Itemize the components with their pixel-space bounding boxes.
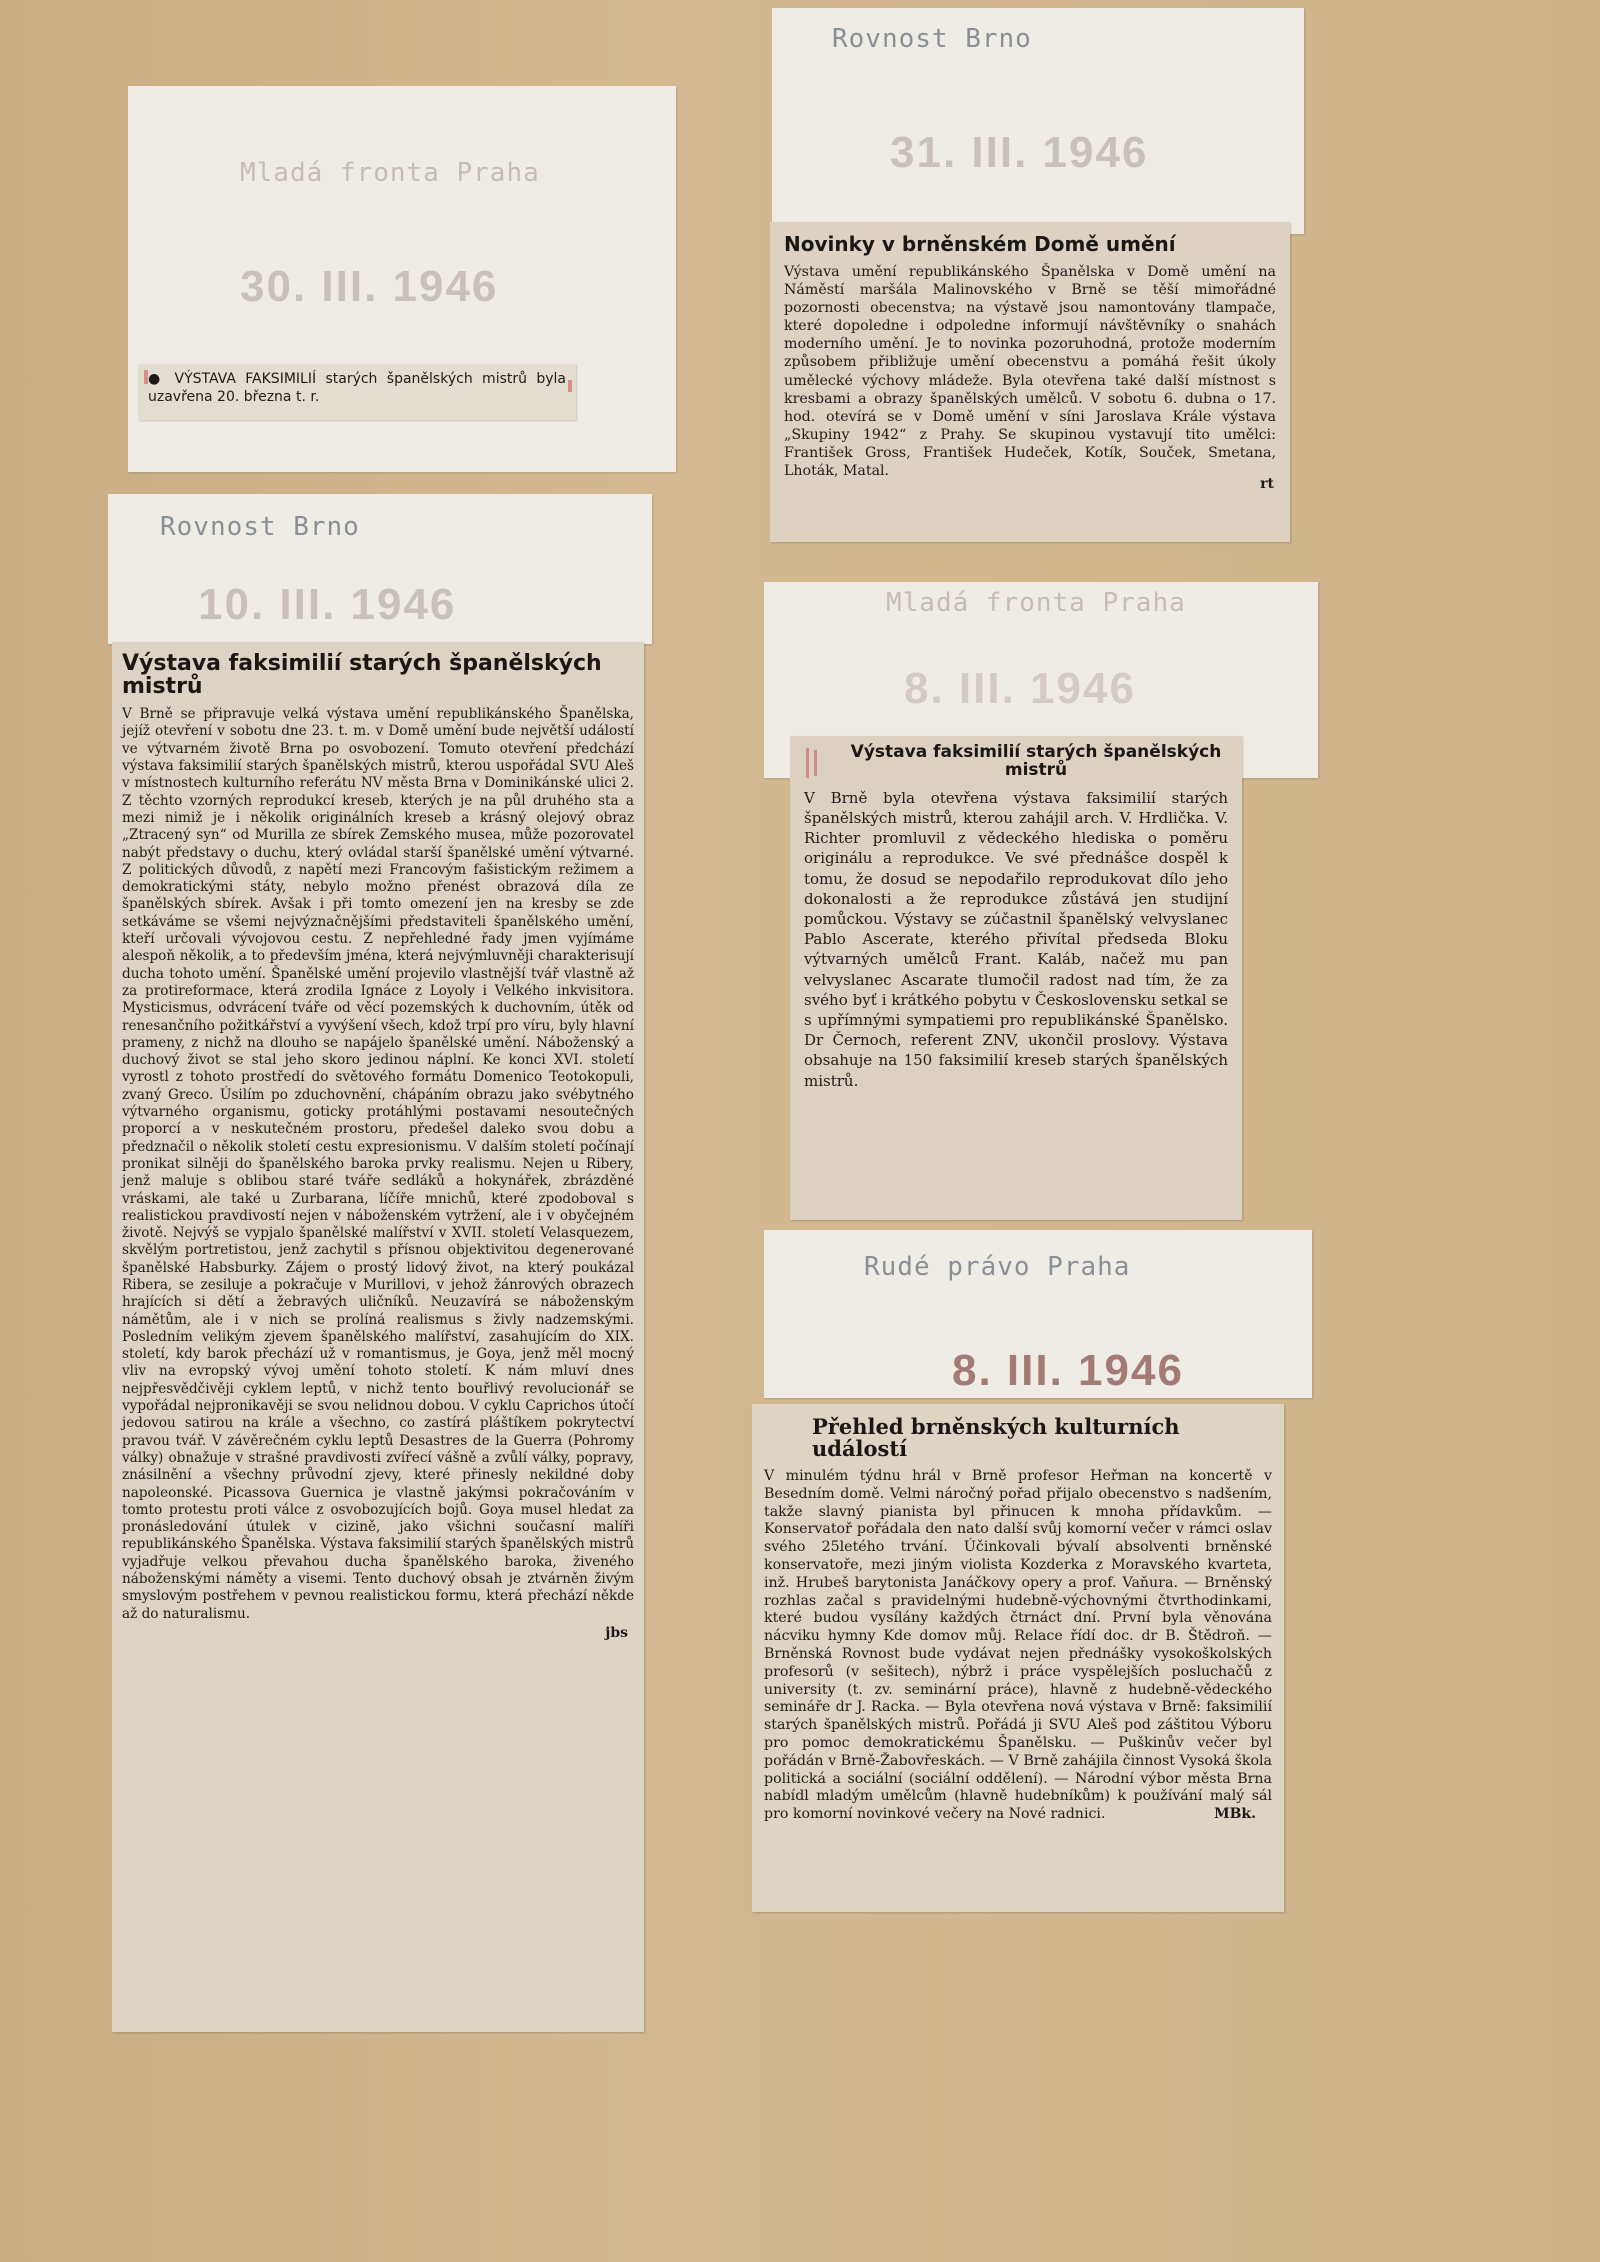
article-signature: jbs <box>605 1624 628 1641</box>
short-note-clipping <box>138 364 576 420</box>
article-clipping <box>112 642 644 2032</box>
note-text: ● VÝSTAVA FAKSIMILIÍ starých španělských mistrů byla uzavřena 20. března t. r. <box>148 371 566 405</box>
article-title: Přehled brněnských kulturních událostí <box>812 1414 1180 1462</box>
article-body: V minulém týdnu hrál v Brně profesor Heřman na koncertě v Besedním domě. Velmi náročný pořad přijalo obecenstvo s nadšením, takže slavný pianista byl přinucen k mnoha přídavkům. — Konservatoř pořádala den nato další svůj komorní večer v rámci oslav svého 25letého trvání. Účinkovali bývalí absolventi brněnské konservatoře, mezi jiným violista Kozderka z Moravského kvarteta, inž. Hrubeš barytonista Janáčkovy opery a prof. Vaňura. — Brněnský rozhlas začal s pravidelnými hudebně-výchovnými čtvrthodinkami, které budou vysílány každých čtrnáct dní. První byla věnována nácviku hymny Kde domov můj. Relace řídí doc. dr B. Štědroň. — Brněnská Rovnost bude vydávat nejen přednášky vysokoškolských profesorů (v sešitech), nýbrž i práce vyspělejších posluchačů z university (t. zv. seminární práce), hlavně z hudebně-vědeckého semináře dr J. Racka. — Byla otevřena nová výstava v Brně: faksimilií starých španělských mistrů. Pořádá ji SVU Aleš pod záštitou Výboru pro pomoc demokratickému Španělsku. — Puškinův večer byl pořádán v Brně-Žabovřeskách. — V Brně zahájila činnost Vysoká škola politická a sociální (sociální oddělení). — Národní výbor města Brna nabídl mladým umělcům (hlavně hudebníkům) k používání malý sál pro komorní novinkové večery na Nové radnici. <box>764 1468 1272 1823</box>
newspaper-stamp: Rovnost Brno <box>832 24 1032 54</box>
source-slip-mlada-fronta <box>128 86 676 472</box>
pencil-mark <box>814 750 817 776</box>
source-slip-rude-pravo <box>764 1230 1312 1398</box>
newspaper-stamp: Mladá fronta Praha <box>240 158 540 188</box>
date-stamp: 8. III. 1946 <box>952 1346 1184 1395</box>
article-body: Výstava umění republikánského Španělska v Domě umění na Náměstí maršála Malinovského v Brně se těší mimořádné pozornosti obecenstva; na výstavě jsou namontovány tlampače, které dopoledne i odpoledne informují návštěvníky o snahách moderního umění. Je to novinka pozoruhodná, protože moderním způsobem přibližuje umění obecenstvu a pomáhá řešit úkoly umělecké výchovy mládeže. Byla otevřena také další místnost s kresbami a obrazy španělských umělců. V sobotu 6. dubna o 17. hod. otevírá se v Domě umění v síni Jaroslava Krále výstava „Skupiny 1942“ z Prahy. Se skupinou vystavují tito umělci: František Gross, František Hudeček, Kotík, Souček, Smetana, Lhoták, Matal. <box>784 264 1276 480</box>
newspaper-stamp: Mladá fronta Praha <box>886 588 1186 618</box>
article-signature: MBk. <box>1214 1806 1256 1823</box>
date-stamp: 8. III. 1946 <box>904 664 1136 713</box>
article-title: Novinky v brněnském Domě umění <box>784 232 1176 256</box>
date-stamp: 30. III. 1946 <box>240 262 499 311</box>
article-clipping <box>790 736 1242 1220</box>
date-stamp: 10. III. 1946 <box>198 580 457 629</box>
article-body: V Brně byla otevřena výstava faksimilií starých španělských mistrů, kterou zahájil arch. V. Hrdlička. V. Richter promluvil z vědeckého hlediska o poměru originálu a reprodukce. Ve své přednášce dospěl k tomu, že dosud se nepodařilo reprodukovat dílo jeho dokonalosti a že reprodukce zůstává jen studijní pomůckou. Výstavy se zúčastnil španělský velvyslanec Pablo Ascerate, kterého přivítal předseda Bloku výtvarných umělců Frant. Kaláb, načež mu pan velvyslanec Ascarate tlumočil radost nad tím, že za svého byť i krátkého pobytu v Československu setkal se s upřímnými sympatiemi pro republikánské Španělsko. Dr Černoch, referent ZNV, ukončil proslovy. Výstava obsahuje na 150 faksimilií kreseb starých španělských mistrů. <box>804 788 1228 1090</box>
article-body: V Brně se připravuje velká výstava umění republikánského Španělska, jejíž otevření v sobotu dne 23. t. m. v Domě umění bude největší událostí ve výtvarném životě Brna po osvobození. Tomuto otevření předchází výstava faksimilií starých španělských mistrů, kterou uspořádal SVU Aleš v místnostech kulturního referátu NV města Brna v Dominikánské ulici 2. Z těchto vzorných reprodukcí kreseb, kterých je na půl druhého sta a mezi nimiž je i několik originálních kreseb a krásný olejový obraz „Ztracený syn“ od Murilla ze sbírek Zemského musea, může pozorovatel nabýt představy o duchu, který ovládal starší španělské umění výtvarné. Z politických důvodů, z napětí mezi Francovým fašistickým režimem a demokratickými státy, nebylo možno přenést obrazová díla ze španělských sbírek. Avšak i při tomto omezení jen na kresby se zde setkáváme se všemi nejvýznačnějšími představiteli španělského umění, kteří určovali vývojovou cestu. Z nepřehledné řady jmen vyjímáme alespoň několik, a to především jména, která nejvýmluvněji charakterisují ducha tohoto umění. Španělské umění projevilo vlastnější tvář vlastně až za protireformace, která zrodila Ignáce z Loyoly i Velkého inkvisitora. Mysticismus, odvrácení tváře od věcí pozemských k duchovním, útěk od renesančního požitkářství a vyvýšení všech, kdož trpí pro víru, byly hlavní prameny, z nichž na dlouho se napájelo španělské umění. Náboženský a duchový život se stal jeho skoro jedinou náplní. Ke konci XVI. století vyrostl z tohoto prostředí do světového formátu Domenico Teotokopuli, zvaný Greco. Úsilím po zduchovnění, chápáním obrazu jako svébytného výtvarného organismu, goticky protáhlými postavami nesoutečných proporcí a v neskutečném prostoru, předešel daleko svou dobu a předznačil o několik století cestu expresionismu. V dalším století počínají pronikat silněji do španělského baroka prvky realismu. Nejen u Ribery, jenž maluje s oblibou staré tváře sedláků a hokynářek, zbrázděné vráskami, ale také u Zurbarana, líčíře mnichů, které zpodoboval s realistickou pravdivostí nejen v náboženském vytržení, ale i v obyčejném životě. Nejvýš se vypjalo španělské malířství v XVII. století Velasquezem, skvělým portretistou, jenž zachytil s přísnou objektivitou degenerované španělské Habsburky. Zájem o prostý lidový život, na který poukázal Ribera, se zesiluje a pokračuje v Murillovi, v jehož žánrových obrazech hrajících si dětí a žebravých uličníků. Neuzavírá se náboženským námětům, ale i v nich se prolíná realismus s živly nadzemskými. Posledním velikým zjevem španělského malířství, zasahujícím do XIX. století, kdy barok přechází už v romantismus, je Goya, jenž měl mocný vliv na evropský vývoj umění tohoto století. K nám mluví dnes nejpřesvědčivěji cyklem leptů, v nichž tento bouřlivý revolucionář se vypořádal nejpronikavěji se svou nelidnou dobou. V cyklu Caprichos útočí jedovou satirou na krále a všechno, co zastírá pláštíkem pokrytectví pravou tvář. V závěrečném cyklu leptů Desastres de la Guerra (Pohromy války) obnažuje v strašné pravdivosti zvířecí vášně a zvůlí války, popravy, znásilnění a všechny průvodní zjevy, které přinesly nekildné doby napoleonské. Picassova Guernica je vlastně jakýmsi pokračováním v tomto protestu proti válce z osvobozujících bojů. Goya musel hledat za pronásledování útulek v cizině, jako všichni současní malíři republikánského Španělska. Výstava faksimilií starých španělských mistrů vyjadřuje velkou převahou ducha španělského baroka, živeného náboženskými náměty a visemi. Tento duchový obsah je ztvárněn živým smyslovým postřehem v pevnou realistickou formu, která přechází někde až do naturalismu. <box>122 706 634 1622</box>
article-clipping <box>752 1404 1284 1912</box>
source-slip-rovnost <box>108 494 652 644</box>
newspaper-stamp: Rudé právo Praha <box>864 1252 1131 1282</box>
date-stamp: 31. III. 1946 <box>890 128 1149 177</box>
newspaper-stamp: Rovnost Brno <box>160 512 360 542</box>
article-signature: rt <box>1260 476 1274 493</box>
article-clipping <box>770 222 1290 542</box>
pencil-mark <box>568 380 572 392</box>
article-title: Výstava faksimilií starých španělských mistrů <box>122 651 602 700</box>
pencil-mark <box>806 748 809 778</box>
source-slip-rovnost-2 <box>772 8 1304 234</box>
pencil-mark <box>144 370 148 384</box>
article-title: Výstava faksimilií starých španělských mistrů <box>850 742 1222 780</box>
